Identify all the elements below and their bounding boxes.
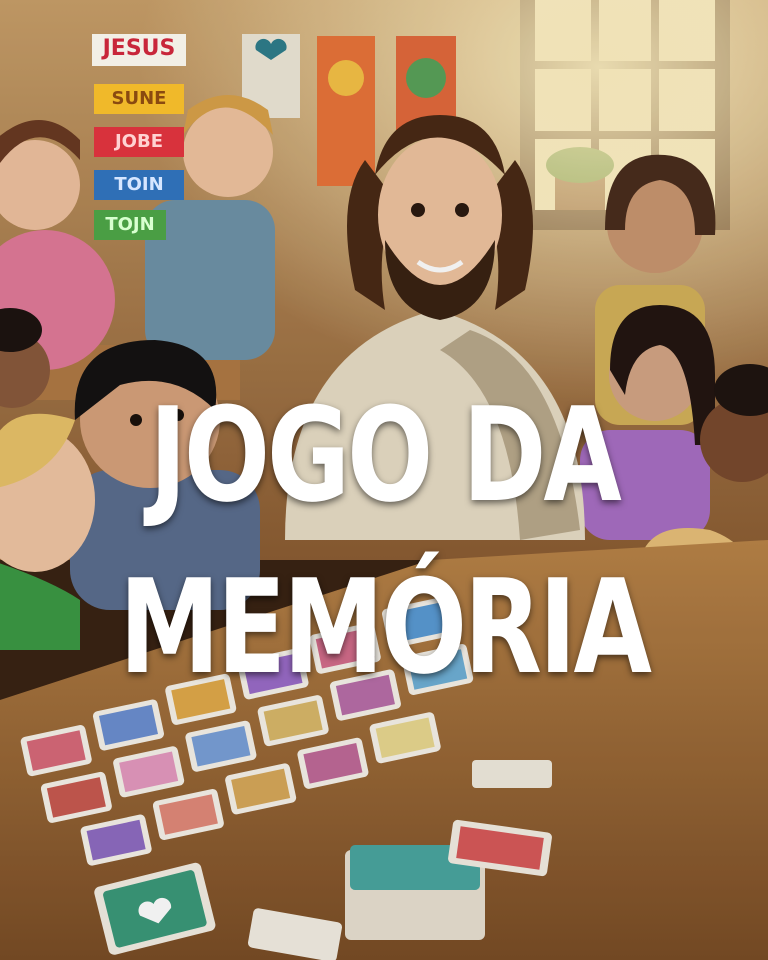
title-line-1: JOGO DA bbox=[149, 379, 619, 531]
wall-sign-toin: TOIN bbox=[94, 170, 184, 200]
wall-sign-jobe: JOBE bbox=[94, 127, 184, 157]
wall-sign-tojn: TOJN bbox=[94, 210, 166, 240]
title-line-2: MEMÓRIA bbox=[119, 551, 649, 703]
wall-sign-jesus: JESUS bbox=[92, 34, 186, 66]
wall-sign-sune: SUNE bbox=[94, 84, 184, 114]
